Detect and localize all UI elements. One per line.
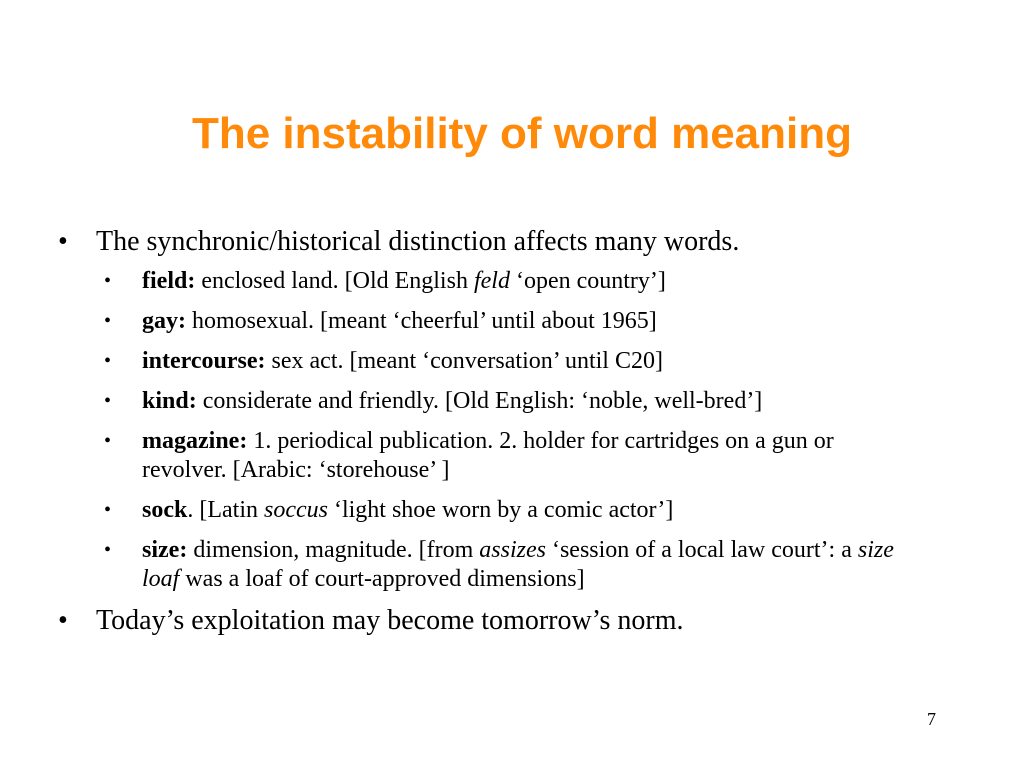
sub-bullet-sock bbox=[0, 496, 902, 525]
definition-text: . [Latin bbox=[187, 497, 264, 523]
definition-text: homosexual. [meant ‘cheerful’ until about 1965] bbox=[186, 308, 657, 334]
term-magazine: magazine: bbox=[142, 428, 248, 454]
bullet-icon: • bbox=[104, 499, 112, 521]
definition-text: ‘light shoe worn by a comic actor’] bbox=[327, 497, 674, 523]
bullet-text: The synchronic/historical distinction affects many words. bbox=[96, 226, 740, 257]
bullet-icon: • bbox=[104, 270, 112, 292]
etymon-italic: size loaf bbox=[142, 537, 894, 592]
sub-bullet-kind bbox=[0, 387, 902, 416]
bullet-item-conclusion bbox=[0, 604, 936, 638]
term-size: size: bbox=[142, 537, 188, 563]
definition-text: dimension, magnitude. [from bbox=[187, 537, 480, 563]
etymon-italic: soccus bbox=[263, 497, 328, 523]
definition-text: 1. periodical publication. 2. holder for cartridges on a gun or revolver. [Arabic: ‘storehouse’ ] bbox=[142, 428, 834, 483]
slide-content bbox=[0, 225, 1024, 638]
sub-bullet-intercourse bbox=[0, 347, 902, 376]
sub-bullet-size bbox=[0, 536, 902, 594]
term-sock: sock bbox=[142, 497, 188, 523]
bullet-icon: • bbox=[104, 539, 112, 561]
term-intercourse: intercourse: bbox=[142, 348, 266, 374]
bullet-icon: • bbox=[104, 390, 112, 412]
bullet-item-intro bbox=[0, 225, 936, 259]
definition-text: ‘session of a local law court’: a bbox=[545, 537, 858, 563]
sub-bullet-magazine bbox=[0, 427, 902, 485]
definition-text: was a loaf of court-approved dimensions] bbox=[179, 566, 585, 592]
definition-text: ‘open country’] bbox=[509, 268, 666, 294]
term-gay: gay: bbox=[142, 308, 186, 334]
term-kind: kind: bbox=[142, 388, 197, 414]
bullet-icon: • bbox=[58, 226, 68, 257]
etymon-italic: feld bbox=[473, 268, 510, 294]
bullet-icon: • bbox=[104, 310, 112, 332]
bullet-text: Today’s exploitation may become tomorrow’s norm. bbox=[96, 605, 684, 636]
page-number: 7 bbox=[927, 709, 936, 729]
bullet-icon: • bbox=[58, 605, 68, 636]
term-field: field: bbox=[142, 268, 196, 294]
sub-bullet-gay bbox=[0, 307, 902, 336]
bullet-icon: • bbox=[104, 430, 112, 452]
etymon-italic: assizes bbox=[479, 537, 546, 563]
definition-text: considerate and friendly. [Old English: ‘noble, well-bred’] bbox=[196, 388, 763, 414]
definition-text: sex act. [meant ‘conversation’ until C20] bbox=[265, 348, 663, 374]
bullet-icon: • bbox=[104, 350, 112, 372]
sub-bullet-field bbox=[0, 267, 902, 296]
slide-title: The instability of word meaning bbox=[191, 109, 853, 158]
definition-text: enclosed land. [Old English bbox=[195, 268, 474, 294]
